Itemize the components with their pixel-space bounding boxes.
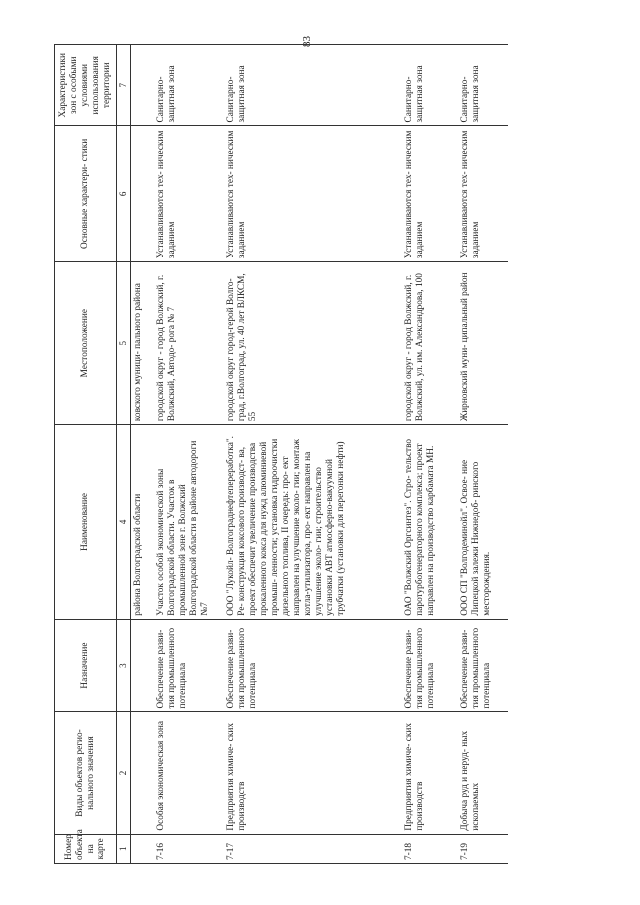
rotated-table-wrapper bbox=[54, 44, 534, 864]
table-row bbox=[402, 45, 458, 864]
column-number: 3 bbox=[117, 619, 131, 712]
regional-objects-table bbox=[54, 44, 508, 864]
cell-purpose: Обеспечение разви- тия промышленного потенциала bbox=[154, 619, 224, 712]
column-number: 5 bbox=[117, 262, 131, 425]
cell-type: Добыча руд и неруд- ных ископаемых bbox=[458, 712, 508, 834]
column-number: 2 bbox=[117, 712, 131, 834]
continuation-location: ковского муници- пального района bbox=[130, 262, 154, 425]
header-type: Виды объектов регио- нального значения bbox=[55, 712, 117, 834]
cell-num: 7-18 bbox=[402, 834, 458, 863]
cell-purpose: Обеспечение разви- тия промышленного потенциала bbox=[402, 619, 458, 712]
header-row bbox=[55, 45, 117, 864]
column-number: 6 bbox=[117, 126, 131, 262]
cell-purpose: Обеспечение разви- тия промышленного потенциала bbox=[458, 619, 508, 712]
header-zones: Характеристики зон с особыми условиями использования территории bbox=[55, 45, 117, 127]
cell-characteristics: Устанавливаются тех- ническим заданием bbox=[154, 126, 224, 262]
continuation-row bbox=[130, 45, 154, 864]
header-purpose: Назначение bbox=[55, 619, 117, 712]
page-number: 83 bbox=[301, 36, 313, 48]
cell-num: 7-19 bbox=[458, 834, 508, 863]
cell-characteristics: Устанавливаются тех- ническим заданием bbox=[458, 126, 508, 262]
cell-name: ОАО "Волжский Оргсинтез". Стро- тельство паротурбогенераторного комплекса; проект направлен на производство карбамата МН. bbox=[402, 425, 458, 620]
column-number: 4 bbox=[117, 425, 131, 620]
column-number: 7 bbox=[117, 45, 131, 127]
cell-zones: Санитарно- защитная зона bbox=[224, 45, 402, 127]
cell-name: Участок особой экономической зоны Волгоградской области. Участок в промышленной зоне г. Волжский Волгоградской области в районе автодороги №7 bbox=[154, 425, 224, 620]
continuation-name: района Волгоградской области bbox=[130, 425, 154, 620]
header-characteristics: Основные характери- стики bbox=[55, 126, 117, 262]
cell-type: Предприятия химиче- ских производств bbox=[402, 712, 458, 834]
cell-location: городской округ город-герой Волго- град, г.Волгоград, ул. 40 лет ВЛКСМ, 55 bbox=[224, 262, 402, 425]
column-number: 1 bbox=[117, 834, 131, 863]
cell-characteristics: Устанавливаются тех- ническим заданием bbox=[224, 126, 402, 262]
header-num: Номер объекта на карте bbox=[55, 834, 117, 863]
cell-name: ООО "Лукойл- Волгограднефтепереработка". Ре- конструкция коксового производст- ва, проект обеспечит увеличение производства прокаленного кокса для нужд алюминиевой промыш- ленности; установка гидроочистки дизельного топлива, II очередь: про- ект направлен на улучшение эколо- гии; монтаж котла-утилизатора, про- ект направлен на улучшение эколо- гии; строительство установки АВТ атмосферно-вакуумной трубчатки (установки для перегонки нефти) bbox=[224, 425, 402, 620]
header-name: Наименование bbox=[55, 425, 117, 620]
column-number-row bbox=[117, 45, 131, 864]
cell-num: 7-16 bbox=[154, 834, 224, 863]
cell-zones: Санитарно- защитная зона bbox=[154, 45, 224, 127]
cell-purpose: Обеспечение разви- тия промышленного потенциала bbox=[224, 619, 402, 712]
cell-type: Особая экономическая зона bbox=[154, 712, 224, 834]
table-row bbox=[224, 45, 402, 864]
cell-location: городской округ - город Волжский, г. Волжский, Автодо- рога № 7 bbox=[154, 262, 224, 425]
cell-name: ООО СП "Волгодеминойл". Освое- ние Липецкой залежи Нижнедоб- ринского месторождения. bbox=[458, 425, 508, 620]
cell-location: Жирновский муни- ципальный район bbox=[458, 262, 508, 425]
cell-zones: Санитарно- защитная зона bbox=[458, 45, 508, 127]
cell-characteristics: Устанавливаются тех- ническим заданием bbox=[402, 126, 458, 262]
cell-type: Предприятия химиче- ских производств bbox=[224, 712, 402, 834]
cell-num: 7-17 bbox=[224, 834, 402, 863]
cell-location: городской округ - город Волжский, г. Волжский, ул. им. Александрова, 100 bbox=[402, 262, 458, 425]
cell-zones: Санитарно- защитная зона bbox=[402, 45, 458, 127]
header-location: Местоположение bbox=[55, 262, 117, 425]
table-row bbox=[154, 45, 224, 864]
table-row bbox=[458, 45, 508, 864]
